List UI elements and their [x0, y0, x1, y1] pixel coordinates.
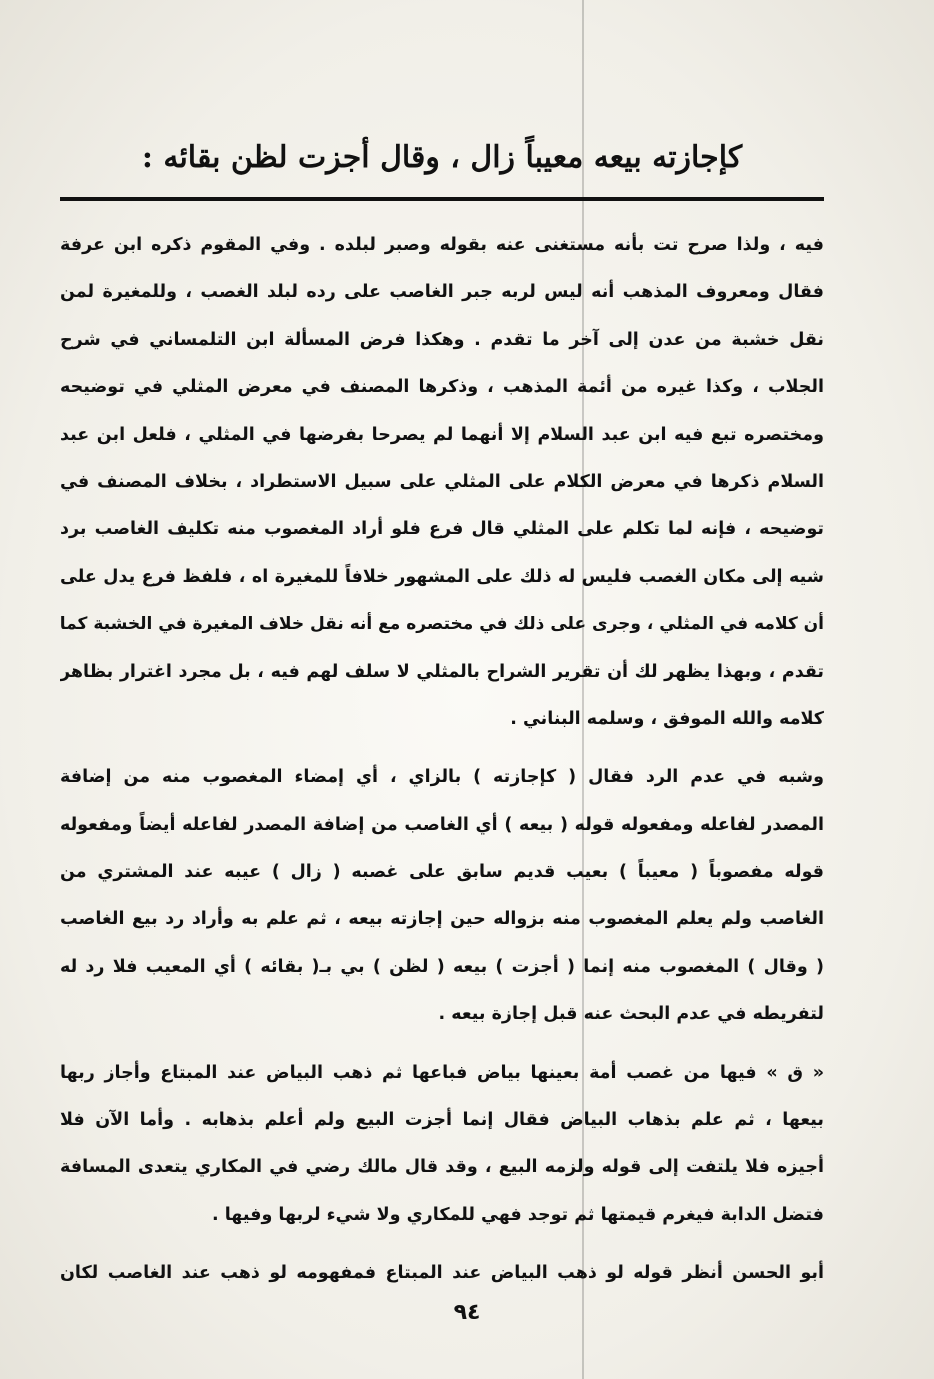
- text-line: كلامه والله الموفق ، وسلمه البناني .: [510, 708, 824, 729]
- header-rule: [60, 197, 824, 201]
- text-line: فقال ومعروف المذهب أنه ليس لربه جبر الغاصب على رده لبلد الغصب ، وللمغيرة لمن: [60, 282, 824, 303]
- text-line: أجيزه فلا يلتفت إلى قوله ولزمه البيع ، وقد قال مالك رضي في المكاري يتعدى المسافة: [60, 1157, 824, 1178]
- text-line: ( وقال ) المغصوب منه إنما ( أجزت ) بيعه ( لظن ) بي بـ( بقائه ) أي المعيب فلا رد له: [60, 956, 824, 977]
- text-line: ومختصره تبع فيه ابن عبد السلام إلا أنهما لم يصرحا بفرضها في المثلي ، فلعل ابن عبد: [60, 424, 824, 445]
- text-line: أبو الحسن أنظر قوله لو ذهب البياض عند المبتاع فمفهومه لو ذهب عند الغاصب لكان: [60, 1263, 824, 1284]
- text-line: نقل خشبة من عدن إلى آخر ما تقدم . وهكذا فرض المسألة ابن التلمساني في شرح: [60, 329, 824, 350]
- text-line: وشبه في عدم الرد فقال ( كإجازته ) بالزاي ، أي إمضاء المغصوب منه من إضافة: [60, 767, 824, 788]
- text-line: فيه ، ولذا صرح تت بأنه مستغنى عنه بقوله وصبر لبلده . وفي المقوم ذكره ابن عرفة: [60, 235, 824, 255]
- page-header-verse: كإجازته بيعه معيباً زال ، وقال أجزت لظن بقائه :: [141, 140, 743, 175]
- text-line: « ق » فيها من غصب أمة بعينها بياض فباعها ثم ذهب البياض عند المبتاع وأجاز ربها: [60, 1062, 824, 1083]
- text-line: أن كلامه في المثلي ، وجرى على ذلك في مختصره مع أنه نقل خلاف المغيرة في الخشبة كما: [60, 614, 824, 635]
- text-line: لتفريطه في عدم البحث عنه قبل إجازة بيعه .: [438, 1004, 824, 1025]
- text-line: السلام ذكرها في معرض الكلام على المثلي على سبيل الاستطراد ، بخلاف المصنف في: [60, 471, 824, 492]
- paragraph-3: [60, 1050, 824, 1240]
- body-text: [60, 222, 824, 1298]
- text-line: الجلاب ، وكذا غيره من أئمة المذهب ، وذكرها المصنف في معرض المثلي في توضيحه: [60, 377, 824, 398]
- page-number: ٩٤: [453, 1300, 481, 1325]
- text-line: بيعها ، ثم علم بذهاب البياض فقال إنما أجزت البيع ولم أعلم بذهابه . وأما الآن فلا: [60, 1110, 824, 1131]
- paragraph-1: [60, 222, 824, 743]
- paragraph-4: [60, 1250, 824, 1297]
- text-line: فتضل الدابة فيغرم قيمتها ثم توجد فهي للمكاري ولا شيء لربها وفيها .: [212, 1204, 824, 1225]
- text-line: توضيحه ، فإنه لما تكلم على المثلي قال فرع فلو أراد المغصوب منه تكليف الغاصب برد: [60, 519, 824, 540]
- text-line: الغاصب ولم يعلم المغصوب منه بزواله حين إجازته بيعه ، ثم علم به وأراد رد بيع الغاصب: [60, 909, 824, 930]
- text-line: قوله مفصوباً ( معيباً ) بعيب قديم سابق على غصبه ( زال ) عيبه عند المشتري من: [60, 862, 824, 883]
- paragraph-2: [60, 754, 824, 1038]
- text-line: شيه إلى مكان الغصب فليس له ذلك على المشهور خلافاً للمغيرة اه ، فلفظ فرع يدل على: [60, 566, 824, 587]
- text-line: تقدم ، وبهذا يظهر لك أن تقرير الشراح بالمثلي لا سلف لهم فيه ، بل مجرد اغترار بظاهر: [60, 661, 824, 682]
- text-line: المصدر لفاعله ومفعوله قوله ( بيعه ) أي الغاصب من إضافة المصدر لفاعله أيضاً ومفعوله: [60, 814, 824, 835]
